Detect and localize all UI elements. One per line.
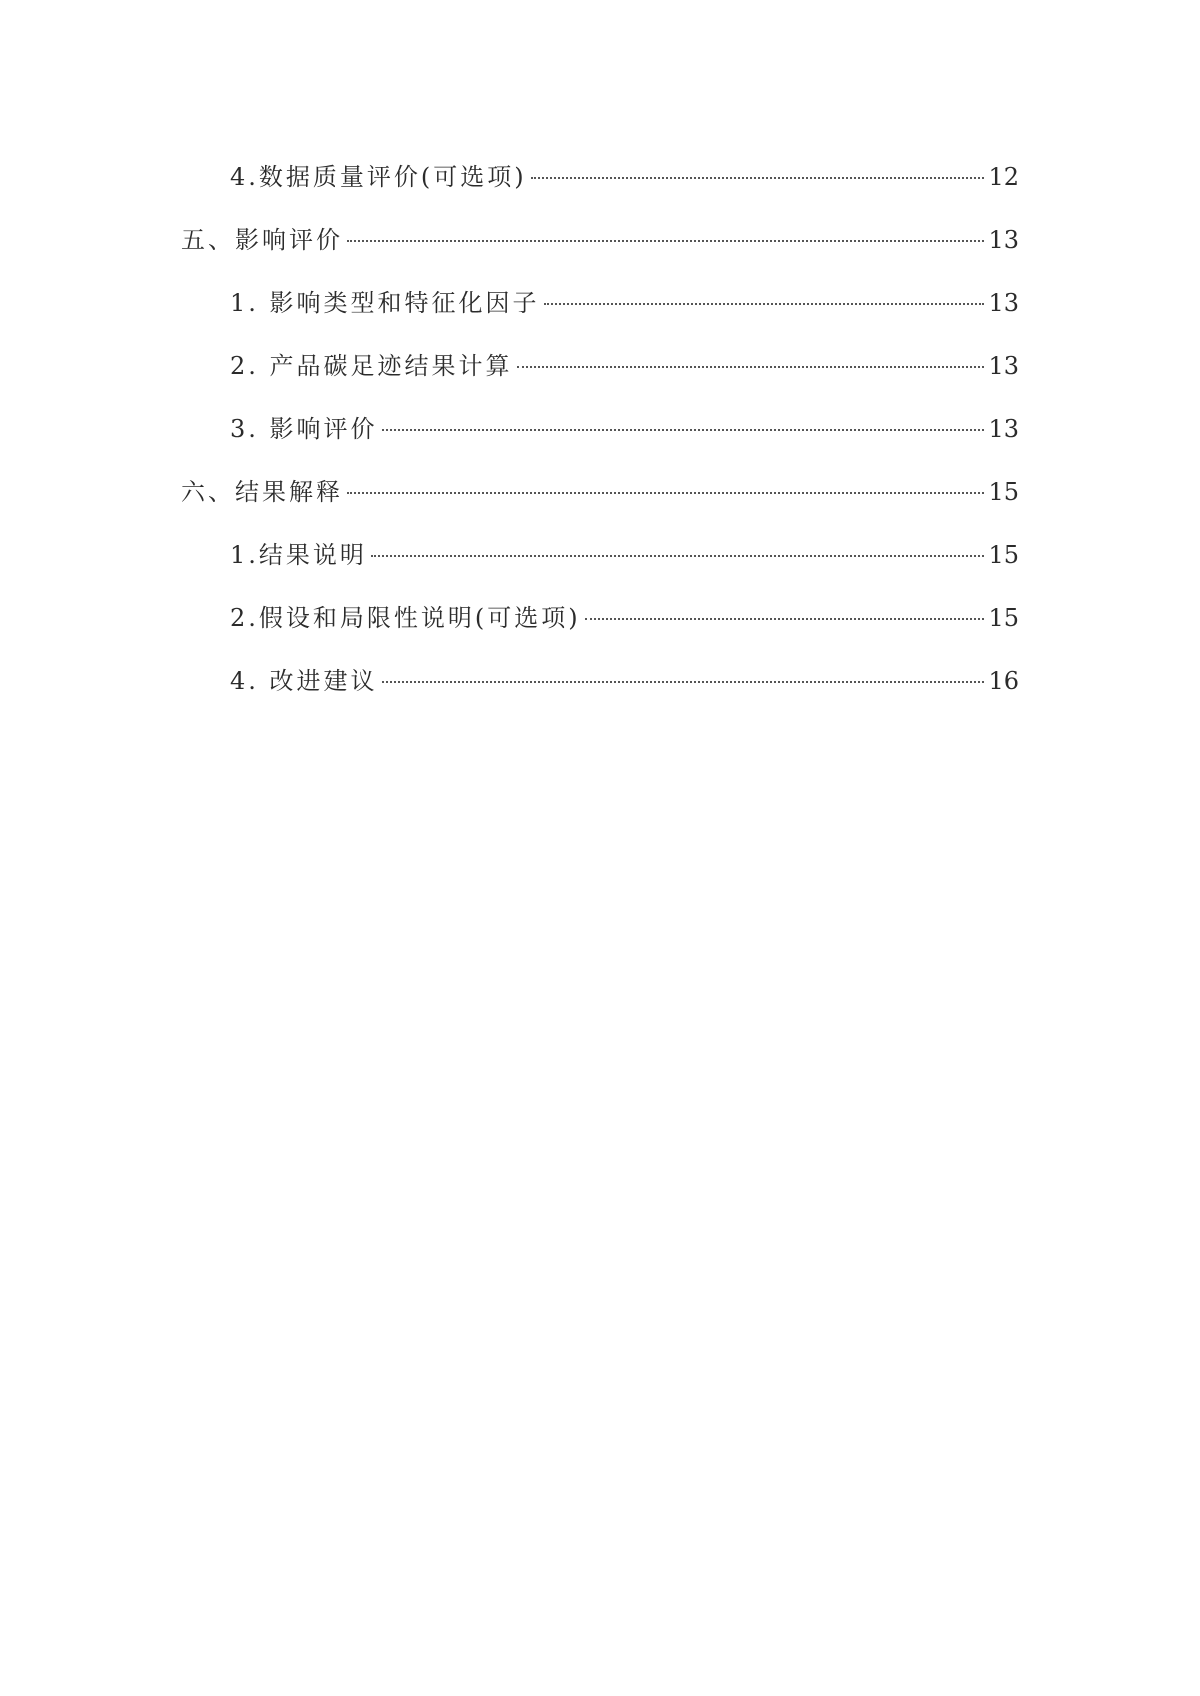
toc-entry-carbon-footprint-calc (230, 346, 1019, 386)
toc-dot-leader (517, 366, 985, 368)
toc-entry-label: 4.数据质量评价(可选项) (230, 163, 527, 191)
toc-dot-leader (371, 555, 985, 557)
toc-entry-label: 1.结果说明 (230, 541, 367, 569)
toc-dot-leader (382, 681, 985, 683)
toc-entry-label: 2. 产品碳足迹结果计算 (230, 352, 513, 380)
toc-entry-label: 1. 影响类型和特征化因子 (230, 289, 540, 317)
toc-entry-label: 3. 影响评价 (230, 415, 378, 443)
toc-dot-leader (585, 618, 985, 620)
toc-page-number: 16 (988, 667, 1019, 695)
toc-entry-improvement-suggestions (230, 661, 1019, 701)
toc-page-number: 13 (988, 226, 1019, 254)
toc-entry-label: 2.假设和局限性说明(可选项) (230, 604, 581, 632)
toc-entry-interpretation (181, 472, 1019, 512)
toc-entry-label: 五、影响评价 (181, 226, 343, 254)
toc-page-number: 13 (988, 289, 1019, 317)
toc-page-number: 15 (988, 604, 1019, 632)
toc-dot-leader (347, 492, 984, 494)
toc-page-number: 15 (988, 478, 1019, 506)
toc-page-number: 13 (988, 352, 1019, 380)
toc-dot-leader (531, 177, 985, 179)
toc-entry-label: 六、结果解释 (181, 478, 343, 506)
toc-entry-impact-types (230, 283, 1019, 323)
toc-dot-leader (544, 303, 985, 305)
toc-entry-results-description (230, 535, 1019, 575)
toc-page-number: 13 (988, 415, 1019, 443)
toc-entry-data-quality (230, 157, 1019, 197)
toc-entry-impact-evaluation (230, 409, 1019, 449)
toc-entry-assumptions-limitations (230, 598, 1019, 638)
toc-entry-label: 4. 改进建议 (230, 667, 378, 695)
toc-page-number: 15 (988, 541, 1019, 569)
toc-dot-leader (382, 429, 985, 431)
toc-page-number: 12 (988, 163, 1019, 191)
toc-entry-impact-assessment (181, 220, 1019, 260)
toc-dot-leader (347, 240, 984, 242)
